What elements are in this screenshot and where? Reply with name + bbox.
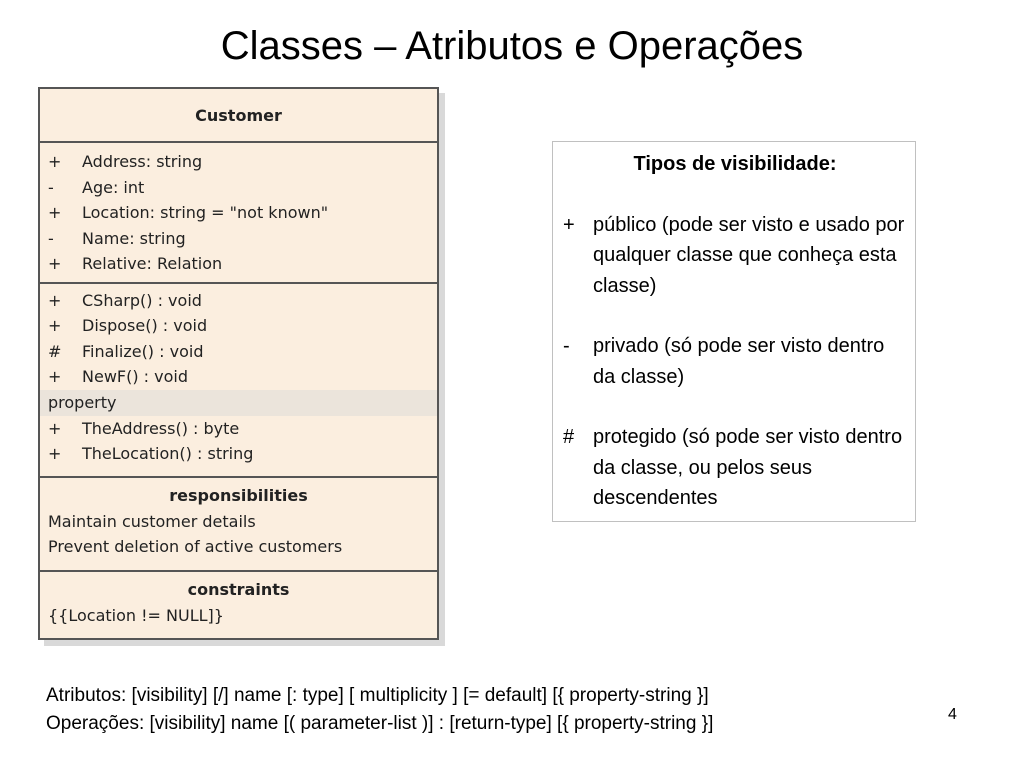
legend-item-protected — [563, 422, 907, 514]
visibility-symbol: + — [48, 367, 62, 387]
visibility-symbol: # — [48, 341, 62, 361]
constraints-title: constraints — [187, 579, 290, 599]
attribute-text: Address: string — [82, 152, 203, 172]
visibility-symbol: + — [48, 418, 62, 438]
responsibilities-compartment — [40, 478, 437, 572]
operation-text: TheLocation() : string — [82, 444, 254, 464]
syntax-notes — [46, 682, 713, 738]
operation-row — [40, 364, 437, 390]
visibility-legend — [552, 141, 916, 522]
attribute-text: Age: int — [82, 177, 145, 197]
visibility-symbol: + — [48, 203, 62, 223]
operations-compartment — [40, 284, 437, 478]
operation-text: TheAddress() : byte — [82, 418, 240, 438]
attribute-row — [40, 175, 437, 201]
operations-syntax: Operações: [visibility] name [( parameter-list )] : [return-type] [{ property-string }] — [46, 713, 714, 734]
attribute-row — [40, 226, 437, 252]
attribute-row — [40, 149, 437, 175]
visibility-symbol: + — [48, 254, 62, 274]
stereotype-property: property — [40, 390, 437, 416]
legend-text: privado (só pode ser visto dentro da classe) — [593, 335, 885, 388]
legend-text: protegido (só pode ser visto dentro da classe, ou pelos seus descendentes — [593, 426, 903, 509]
operation-row — [40, 288, 437, 314]
operation-text: Finalize() : void — [82, 341, 204, 361]
attribute-text: Relative: Relation — [82, 254, 223, 274]
legend-symbol: + — [563, 213, 575, 236]
attribute-row — [40, 251, 437, 277]
visibility-symbol: - — [48, 177, 54, 197]
attribute-text: Name: string — [82, 228, 186, 248]
visibility-symbol: + — [48, 290, 62, 310]
legend-item-private — [563, 331, 907, 392]
slide-title: Classes – Atributos e Operações — [220, 24, 804, 68]
constraint-line: {{Location != NULL]} — [48, 605, 224, 625]
visibility-symbol: + — [48, 444, 62, 464]
operation-text: CSharp() : void — [82, 290, 202, 310]
responsibility-line: Maintain customer details — [48, 511, 256, 531]
legend-symbol: - — [563, 335, 570, 357]
operation-row — [40, 313, 437, 339]
operation-text: Dispose() : void — [82, 316, 208, 336]
legend-text: público (pode ser visto e usado por qualquer classe que conheça esta classe) — [593, 213, 905, 297]
operation-text: NewF() : void — [82, 367, 189, 387]
operation-row — [40, 441, 437, 467]
attribute-row — [40, 200, 437, 226]
visibility-symbol: + — [48, 152, 62, 172]
legend-item-public — [563, 210, 907, 302]
attributes-syntax: Atributos: [visibility] [/] name [: type] [ multiplicity ] [= default] [{ property-string }] — [46, 685, 709, 706]
legend-symbol: # — [563, 426, 575, 448]
visibility-symbol: + — [48, 316, 62, 336]
constraints-compartment — [40, 572, 437, 639]
attributes-compartment — [40, 143, 437, 284]
uml-class-customer — [38, 87, 439, 640]
class-name: Customer — [40, 89, 437, 143]
responsibility-line: Prevent deletion of active customers — [48, 537, 343, 556]
responsibilities-title: responsibilities — [169, 485, 308, 505]
operation-row — [40, 416, 437, 442]
visibility-symbol: - — [48, 228, 54, 248]
operation-row — [40, 339, 437, 365]
page-number: 4 — [948, 706, 957, 723]
attribute-text: Location: string = "not known" — [82, 203, 329, 223]
legend-title: Tipos de visibilidade: — [633, 153, 837, 175]
